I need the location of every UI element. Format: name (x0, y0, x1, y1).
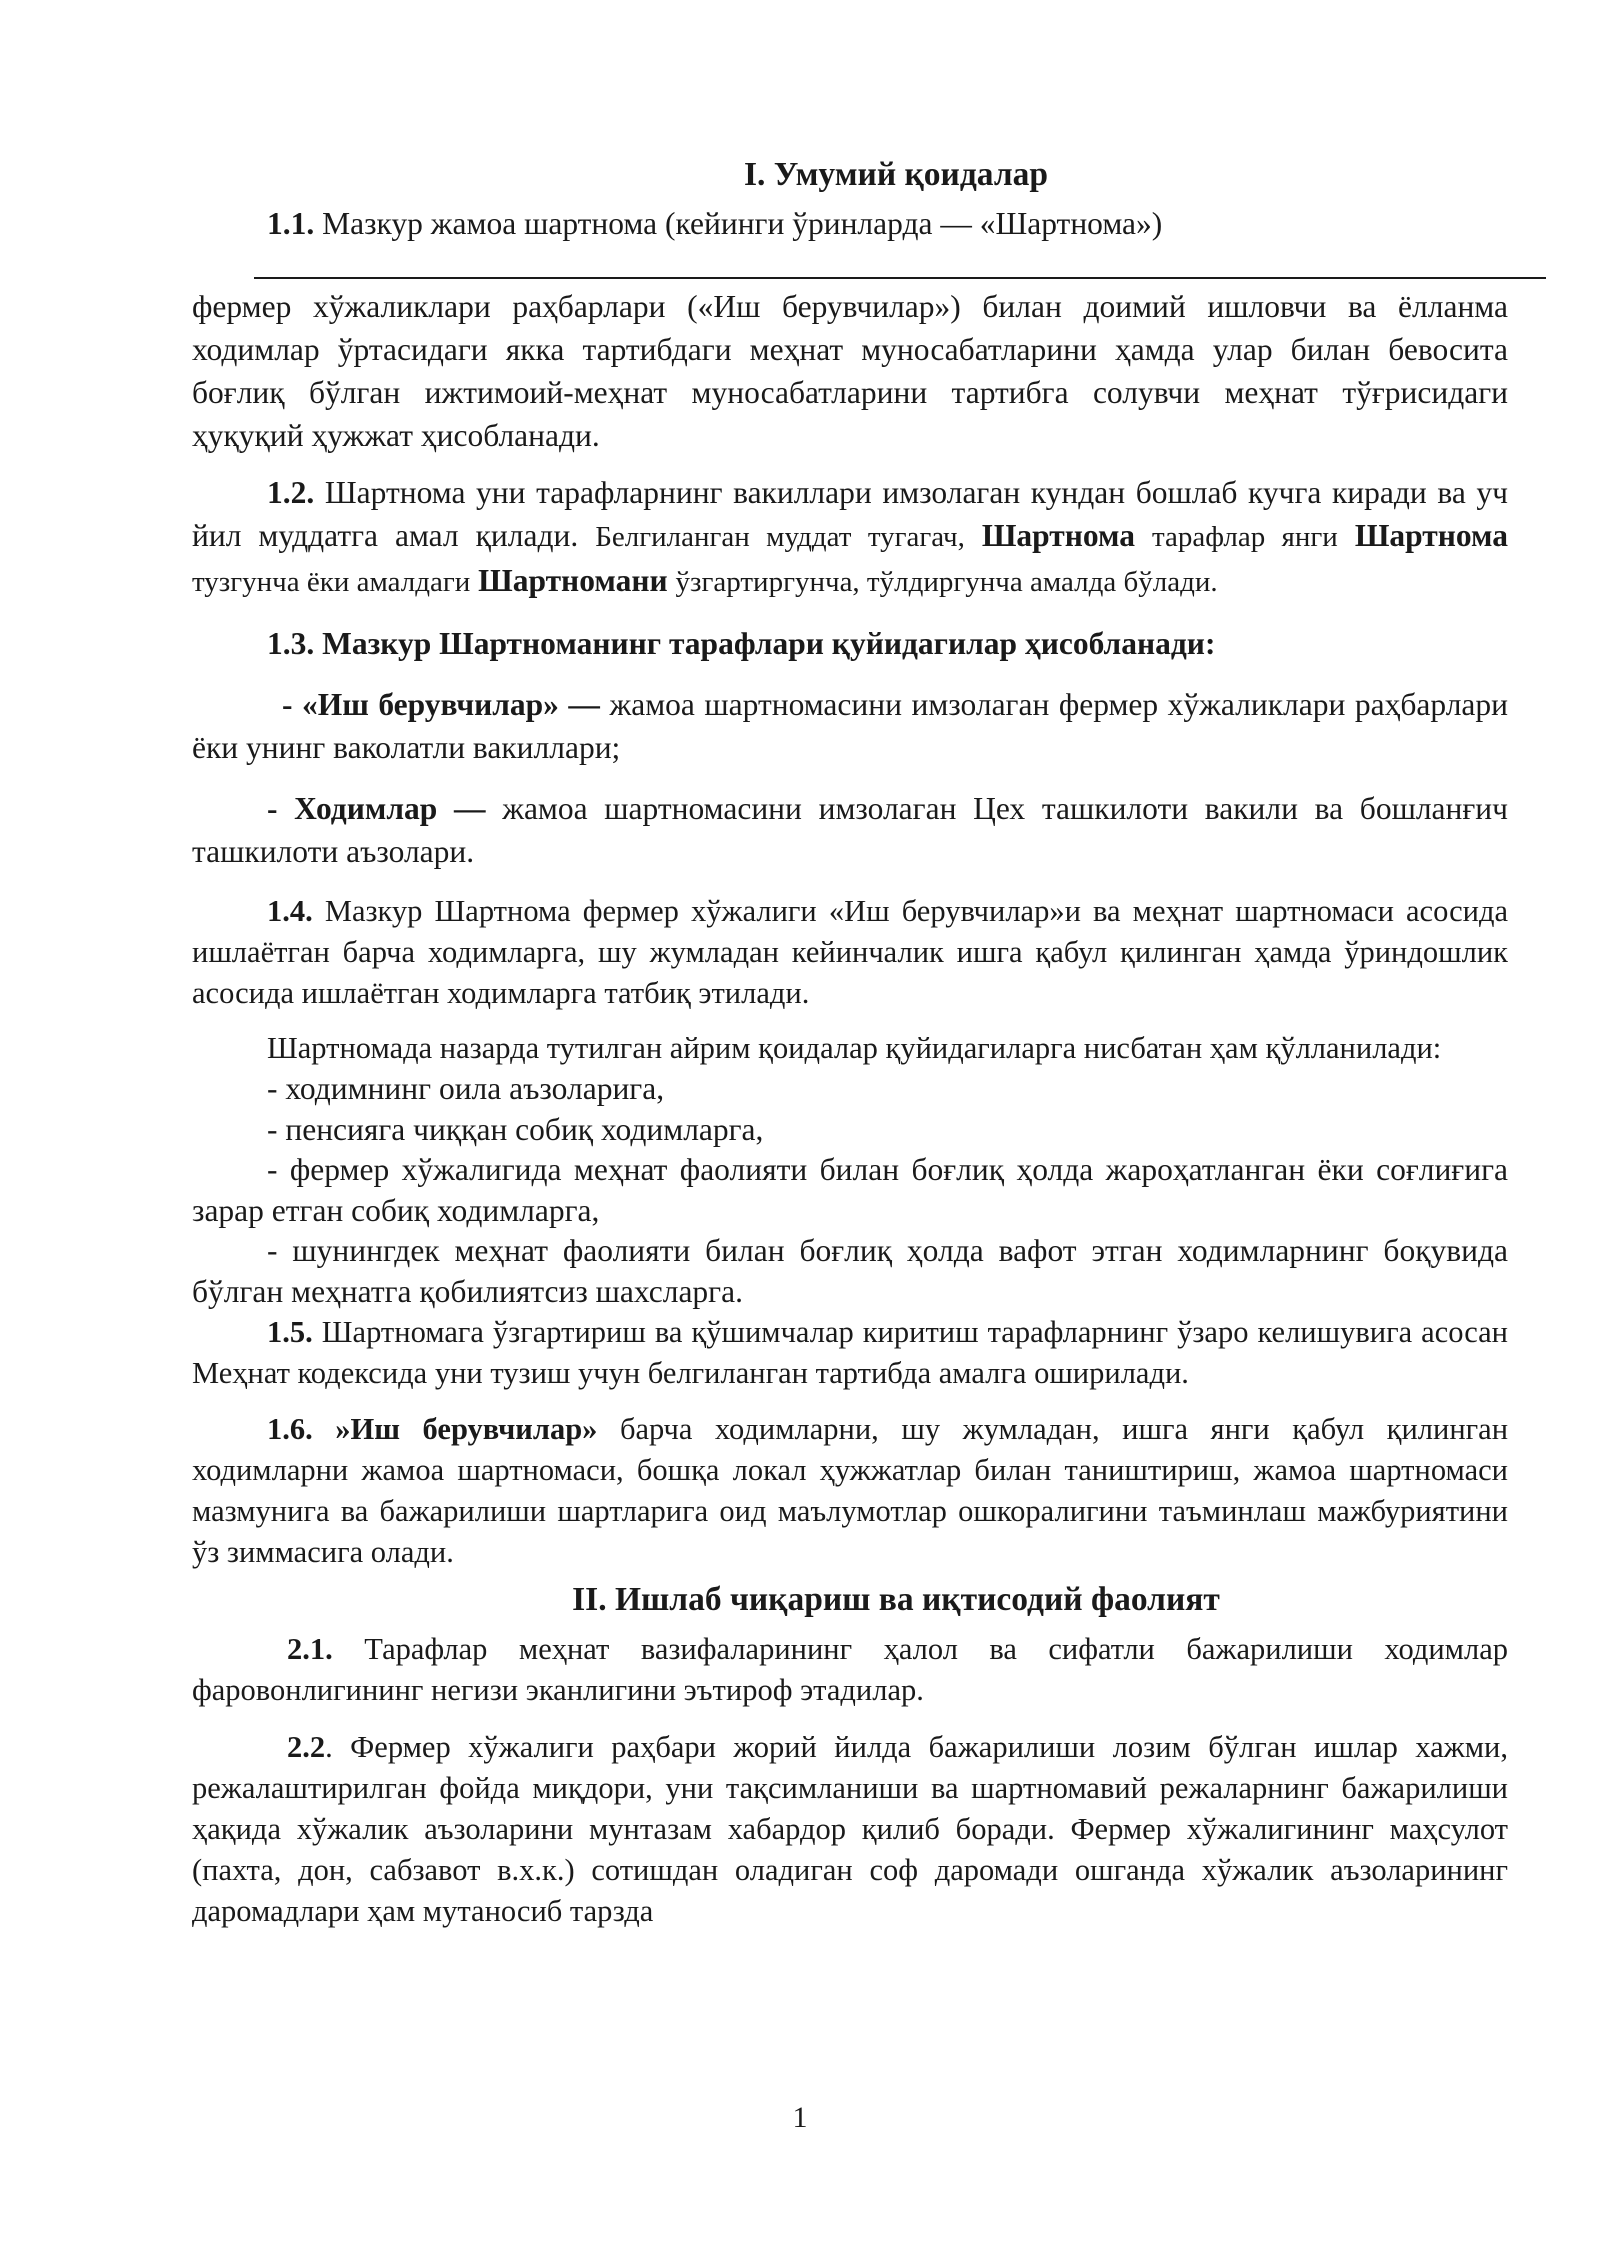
clause-lead: Мазкур жамоа шартнома (кейинги ўринларда — «Шартнома») (322, 206, 1163, 241)
section-2-title: II. Ишлаб чиқариш ва иқтисодий фаолият (572, 1581, 1220, 1618)
clause-1-3: 1.3. Мазкур Шартноманинг тарафлари қуйидагилар ҳисобланади: (267, 626, 1216, 661)
document-page (192, 150, 1508, 1932)
clause-number: 1.4. (267, 894, 313, 928)
clause-text: Мазкур Шартнома фермер хўжалиги «Иш берувчилар»и ва меҳнат шартномаси асосида ишлаётган барча ходимларга, шу жумладан кейинчалик ишга қабул қилинган ҳамда ўриндошлик асосида ишлаётган ходимларга татбиқ этилади. (192, 894, 1508, 1010)
clause-2-2 (192, 1727, 1508, 1932)
clause-number: 1.2. (267, 475, 315, 510)
clause-text: фермер хўжаликлари раҳбарлари («Иш берувчилар») билан доимий ишловчи ва ёлланма ходимлар ўртасидаги якка тартибдаги меҳнат муносабатларини ҳамда улар билан бевосита боғлиқ бўлган ижтимоий-меҳнат муносабатларини тартибга солувчи меҳнат тўғрисидаги ҳуқуқий ҳужжат ҳисобланади. (192, 289, 1508, 453)
clause-number: 2.1. (287, 1632, 333, 1666)
clause-number: 1.1. (267, 206, 315, 241)
clause-text: . Фермер хўжалиги раҳбари жорий йилда бажарилиши лозим бўлган ишлар хажми, режалаштирилган фойда миқдори, уни тақсимланиши ва шартномавий режаларнинг бажарилиши ҳақида хўжалик аъзоларини мунтазам хабардор қилиб боради. Фермер хўжалигининг маҳсулот (пахта, дон, сабзавот в.х.к.) сотишдан оладиган соф даромади ошганда хўжалик аъзоларининг даромадлари ҳам мутаносиб тарзда (192, 1730, 1508, 1928)
clause-1-4-scope (192, 1028, 1508, 1312)
clause-number: 2.2 (287, 1730, 326, 1764)
party-employers (192, 683, 1508, 769)
term-bold: Шартномани (478, 563, 668, 598)
clause-text: тарафлар янги (1152, 521, 1338, 553)
clause-2-1 (192, 1629, 1508, 1711)
blank-fill-line (254, 245, 1546, 279)
clause-1-6 (192, 1409, 1508, 1573)
term-bold: Шартнома (1354, 518, 1509, 553)
party-term: - «Иш берувчилар» — (282, 687, 600, 722)
list-item: - пенсияга чиққан собиқ ходимларга, (267, 1111, 764, 1147)
scope-intro: Шартномада назарда тутилган айрим қоидалар қуйидагиларга нисбатан ҳам қўлланилади: (267, 1031, 1442, 1065)
clause-text: Белгиланган муддат тугагач, (595, 521, 965, 553)
clause-text: Тарафлар меҳнат вазифаларининг ҳалол ва сифатли бажарилиши ходимлар фаровонлигининг негизи эканлигини эътироф этадилар. (192, 1632, 1508, 1707)
list-item: - шунингдек меҳнат фаолияти билан боғлиқ ҳолда вафот этган ходимларнинг боқувида бўлган меҳнатга қобилиятсиз шахсларга. (192, 1233, 1508, 1309)
list-item: - ходимнинг оила аъзоларига, (267, 1071, 665, 1106)
term-bold: »Иш берувчилар» (335, 1412, 598, 1446)
party-text: жамоа шартномасини имзолаган фермер хўжаликлари раҳбарлари ёки унинг ваколатли вакиллари; (192, 687, 1509, 765)
clause-text: Шартнома уни тарафларнинг вакиллари имзолаган кундан бошлаб кучга киради ва уч йил муддатга амал қилади. (192, 475, 1509, 553)
scope-list (192, 1069, 1508, 1312)
clause-number: 1.5. (267, 1315, 313, 1349)
party-employees (192, 787, 1508, 873)
clause-text: барча ходимларни, шу жумладан, ишга янги қабул қилинган ходимларни жамоа шартномаси, бошқа локал ҳужжатлар билан таништириш, жамоа шартномаси мазмунига ва бажарилиши шартларига оид маълумотлар ошкоралигини таъминлаш мажбуриятини ўз зиммасига олади. (192, 1412, 1509, 1569)
party-term: - Ходимлар — (267, 791, 486, 826)
clause-1-5 (192, 1312, 1508, 1393)
clause-1-2 (192, 471, 1508, 604)
clause-1-1 (192, 202, 1508, 457)
list-item: - фермер хўжалигида меҳнат фаолияти билан боғлиқ ҳолда жароҳатланган ёки соғлиғига зарар етган собиқ ходимларга, (192, 1152, 1508, 1228)
term-bold: Шартнома (981, 518, 1136, 553)
clause-text: Шартномага ўзгартириш ва қўшимчалар киритиш тарафларнинг ўзаро келишувига асосан Меҳнат кодексида уни тузиш учун белгиланган тартибда амалга оширилади. (192, 1315, 1508, 1390)
clause-1-4 (192, 891, 1508, 1014)
section-1-title: I. Умумий қоидалар (743, 156, 1049, 193)
party-text: жамоа шартномасини имзолаган Цех ташкилоти вакили ва бошланғич ташкилоти аъзолари. (192, 791, 1509, 869)
page-number: 1 (792, 2101, 808, 2134)
clause-text: ўзгартиргунча, тўлдиргунча амалда бўлади. (675, 566, 1218, 598)
clause-text: тузгунча ёки амалдаги (192, 566, 471, 598)
clause-number: 1.6. (267, 1412, 313, 1446)
